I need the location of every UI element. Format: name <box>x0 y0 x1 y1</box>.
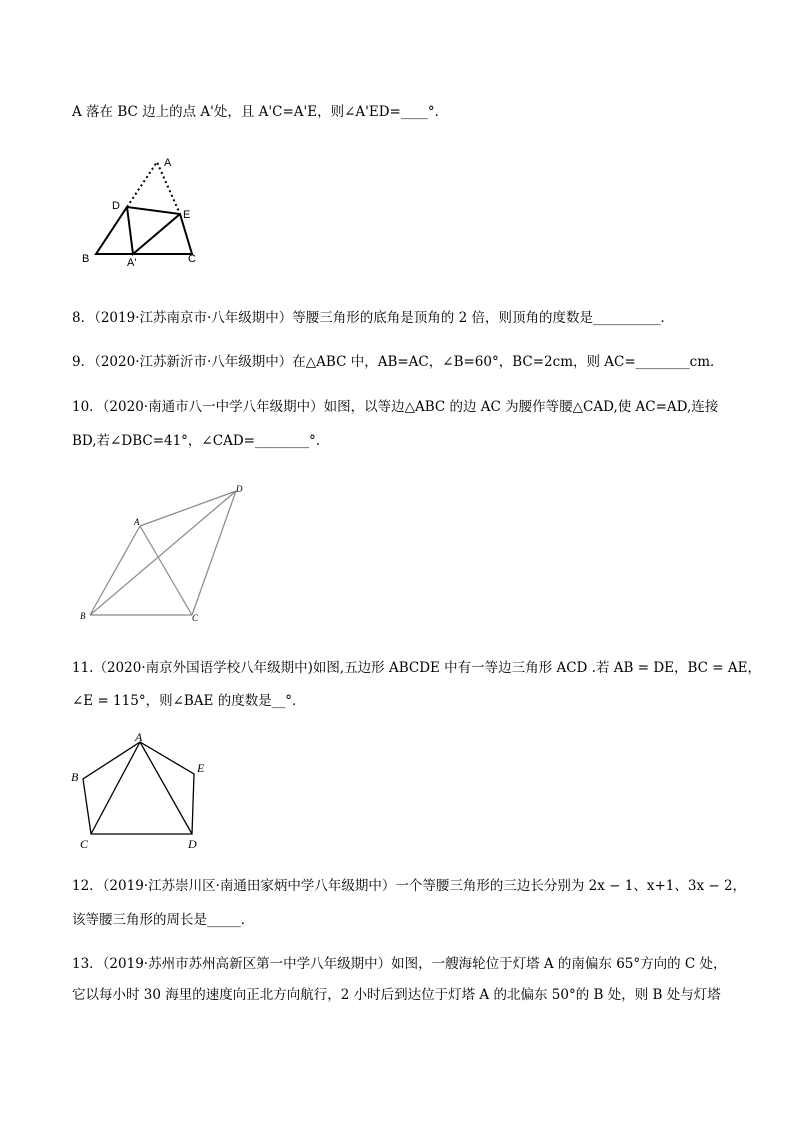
question-10-line-1: 10．（2020·南通市八一中学八年级期中）如图，以等边△ABC 的边 AC 为腰作等腰△CAD,使 AC=AD,连接 <box>72 399 719 415</box>
question-12-line-1: 12．（2019·江苏崇川区·南通田家炳中学八年级期中）一个等腰三角形的三边长分别为 2x − 1、x+1、3x − 2， <box>72 878 747 894</box>
figure-pentagon <box>66 726 226 851</box>
fig2-label-c: C <box>192 613 199 623</box>
fig2-label-a: A <box>134 517 140 527</box>
question-10-line-2: BD,若∠DBC=41°，∠CAD=________°. <box>72 433 320 449</box>
fig3-label-e: E <box>197 761 205 775</box>
fig1-label-b: B <box>82 253 90 265</box>
fig2-label-d: D <box>236 484 243 494</box>
question-11-line-1: 11.（2020·南京外国语学校八年级期中)如图,五边形 ABCDE 中有一等边三角形 ACD .若 AB = DE，BC = AE， <box>72 660 761 676</box>
fig1-label-d: D <box>112 200 120 212</box>
fig1-label-e: E <box>183 209 191 221</box>
figure-triangle-fold <box>78 152 208 268</box>
fig1-label-a: A <box>164 157 172 169</box>
fig2-label-b: B <box>80 611 86 621</box>
question-13-line-1: 13．（2019·苏州市苏州高新区第一中学八年级期中）如图，一艘海轮位于灯塔 A 的南偏东 65°方向的 C 处， <box>72 956 727 972</box>
question-7-continuation: A 落在 BC 边上的点 A'处，且 A'C=A'E，则∠A'ED=____°． <box>72 104 449 120</box>
fig3-label-d: D <box>188 837 197 851</box>
fig1-label-c: C <box>188 253 196 265</box>
fig3-label-c: C <box>80 837 89 851</box>
fig1-label-a-prime: A' <box>127 257 137 269</box>
question-13-line-2: 它以每小时 30 海里的速度向正北方向航行，2 小时后到达位于灯塔 A 的北偏东 50°的 B 处，则 B 处与灯塔 <box>72 987 721 1003</box>
question-9: 9．（2020·江苏新沂市·八年级期中）在△ABC 中，AB=AC，∠B=60°，BC=2cm，则 AC=________cm． <box>72 354 724 370</box>
fig3-label-b: B <box>71 770 79 784</box>
question-11-line-2: ∠E = 115°，则∠BAE 的度数是__°． <box>72 693 306 709</box>
question-8: 8．（2019·江苏南京市·八年级期中）等腰三角形的底角是顶角的 2 倍，则顶角的度数是__________． <box>72 310 674 326</box>
fig3-label-a: A <box>135 730 143 744</box>
figure-equilateral-isosceles <box>76 480 251 625</box>
question-12-line-2: 该等腰三角形的周长是_____． <box>72 912 255 928</box>
